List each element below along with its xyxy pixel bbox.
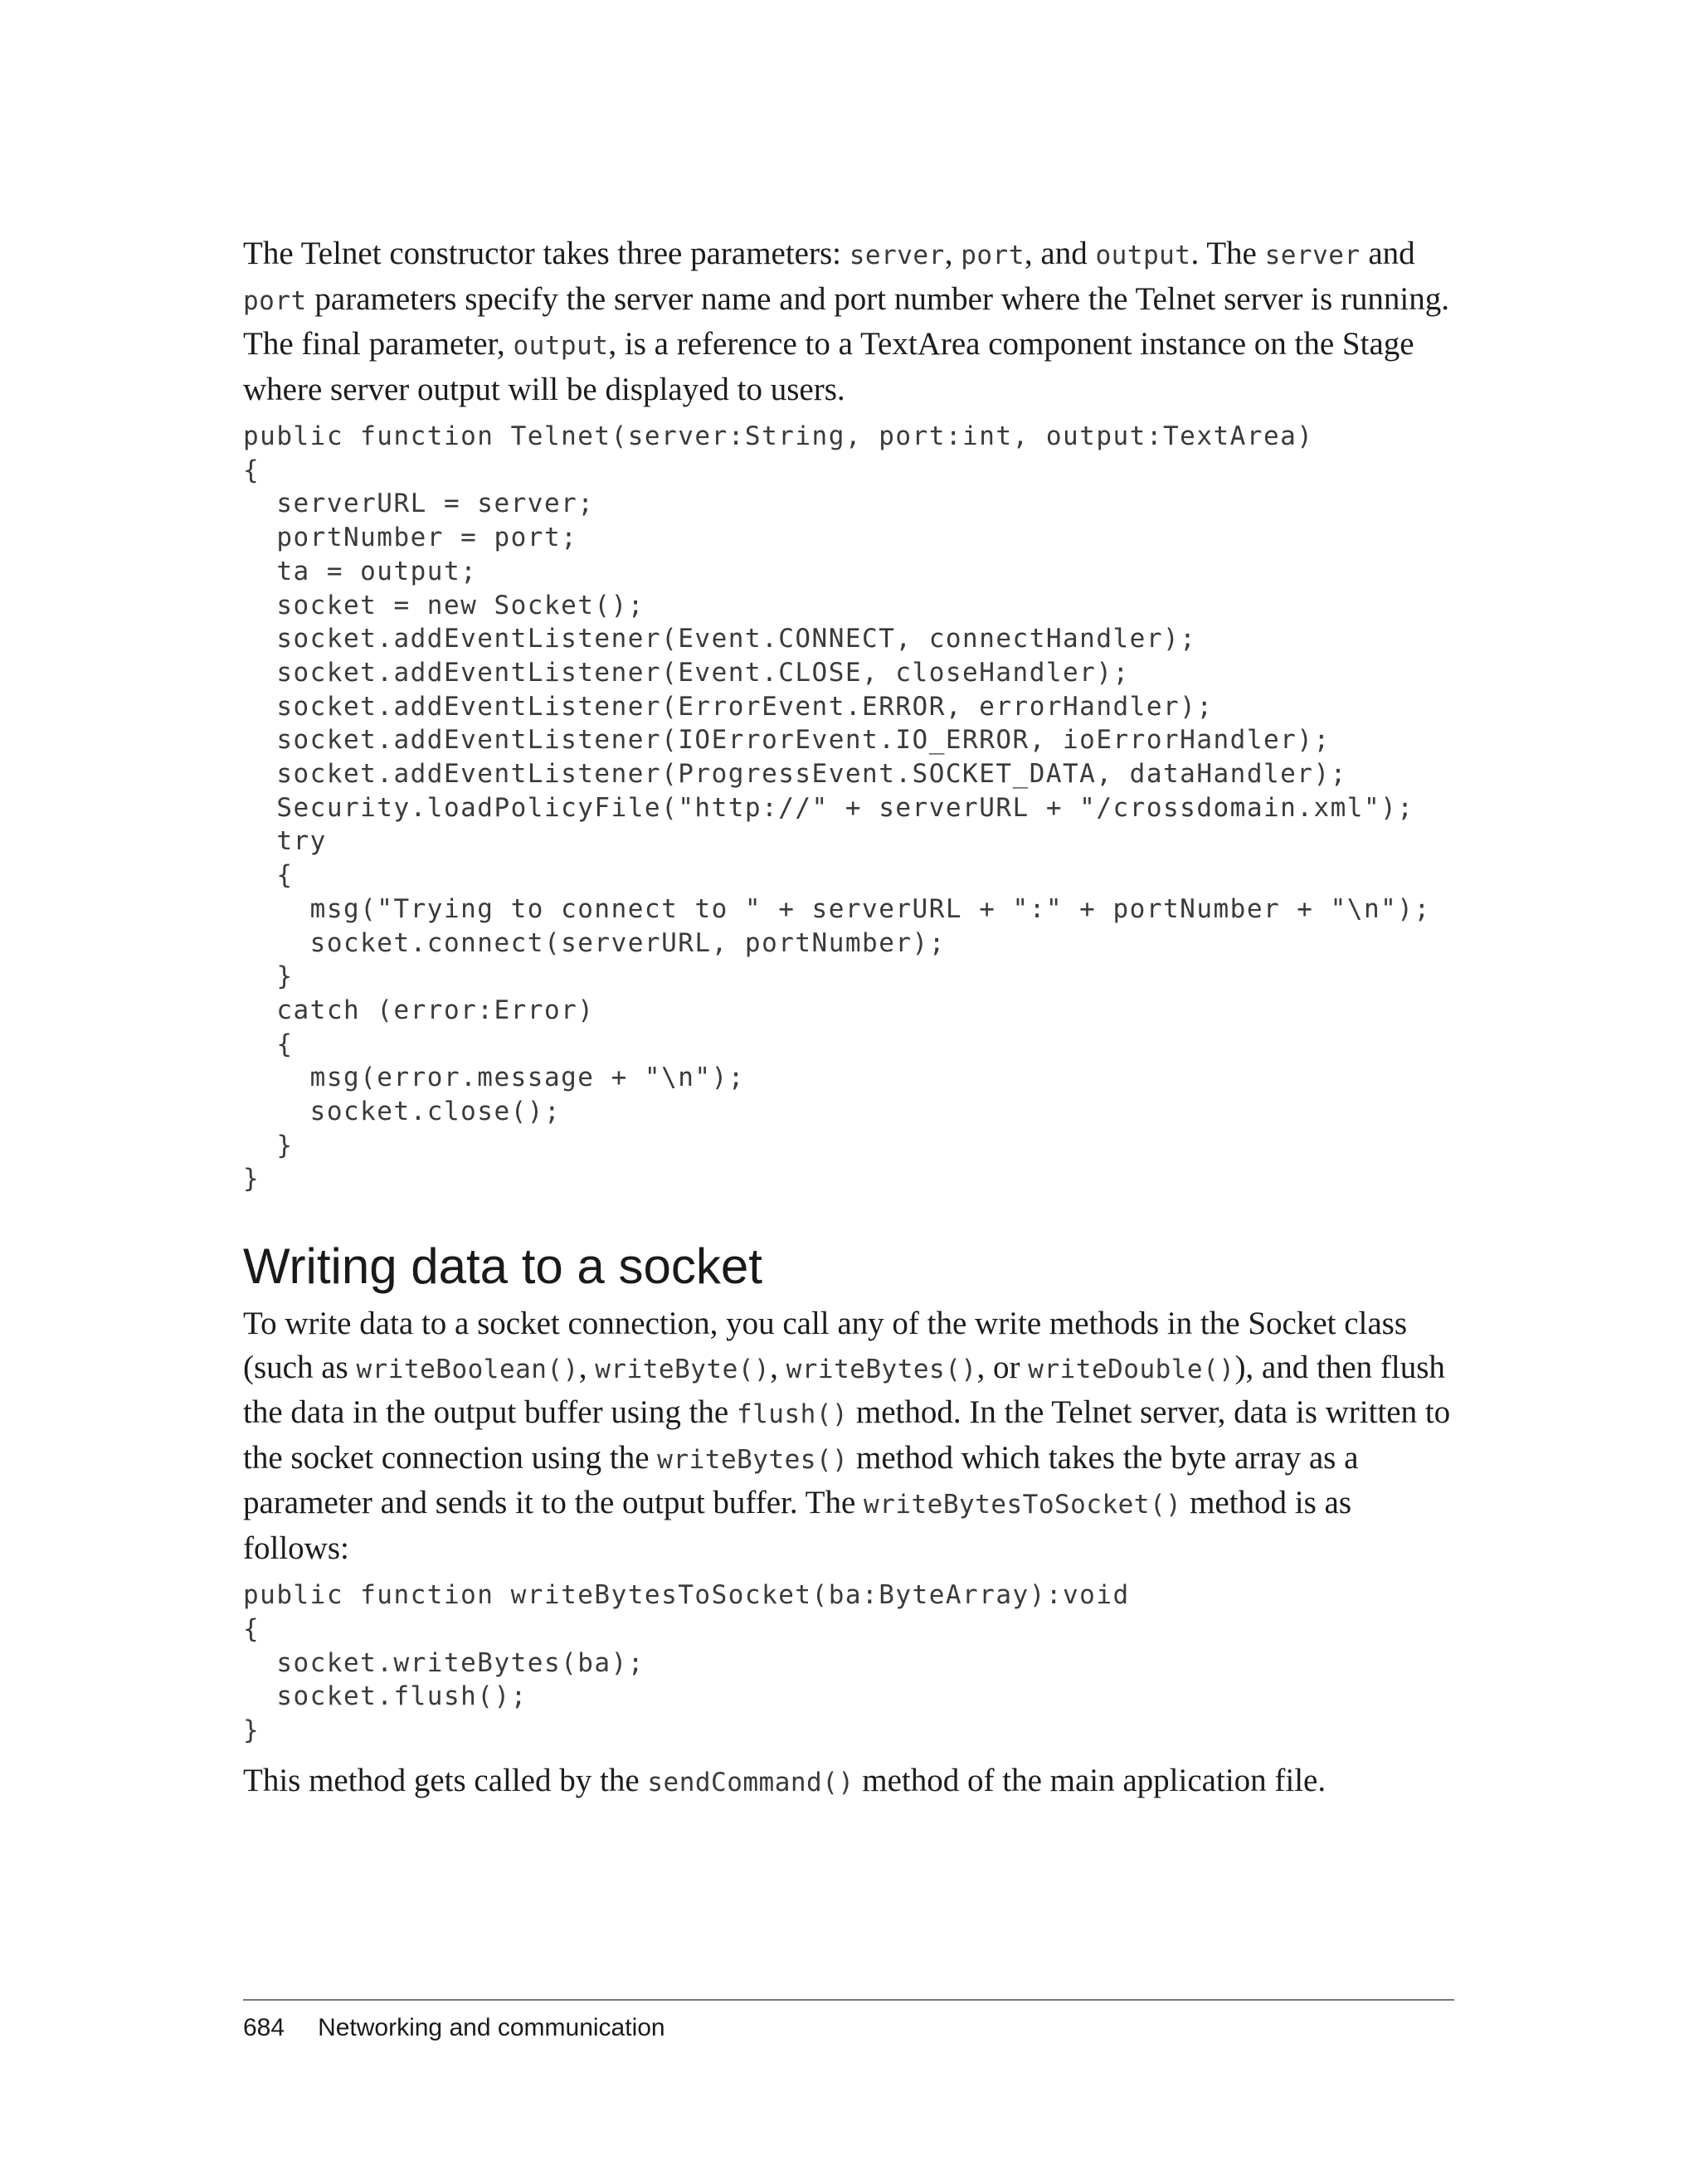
code-block-telnet-constructor: public function Telnet(server:String, port:int, output:TextArea) { serverURL = server; portNumber = port; ta = output; socket = new Socket(); socket.addEventListener(Event.CONNECT, connectHandler); socket.addEventListener(Event.CLOSE, closeHandler); socket.addEventListener(ErrorEvent.ERROR, errorHandler); socket.addEventListener(IOErrorEvent.IO_ERROR, ioErrorHandler); socket.addEventListener(ProgressEvent.SOCKET_DATA, dataHandler); Security.loadPolicyFile("http://" + serverURL + "/crossdomain.xml"); try { msg("Trying to connect to " + serverURL + ":" + portNumber + "\n"); socket.connect(serverURL, portNumber); } catch (error:Error) { msg(error.message + "\n"); socket.close(); } } (243, 421, 1431, 1194)
code-block-write-bytes: public function writeBytesToSocket(ba:ByteArray):void { socket.writeBytes(ba); socket.flush(); } (243, 1580, 1130, 1745)
paragraph-telnet-constructor (243, 232, 1454, 411)
paragraph-text: method which takes the byte array as a parameter and sends it to the output buffer. The (243, 1439, 1359, 1521)
footer-divider (243, 1999, 1454, 2001)
chapter-title: Networking and communication (318, 2014, 665, 2041)
paragraph-text: , or (976, 1349, 1029, 1385)
inline-code: port (961, 241, 1025, 270)
paragraph-text: , and (1024, 236, 1096, 271)
inline-code: output (1095, 241, 1191, 270)
paragraph-text: method of the main application file. (854, 1762, 1327, 1798)
paragraph-text: . The (1190, 236, 1265, 271)
inline-code: server (1264, 241, 1361, 270)
inline-code: writeBoolean() (356, 1354, 579, 1384)
inline-code: writeByte() (595, 1354, 771, 1384)
paragraph-text: To write data to a socket connection, you call any of the write methods in the Socket class (such as (243, 1306, 1408, 1385)
paragraph-text: , is a reference to a TextArea component instance on the Stage where server output will be displayed to users. (243, 326, 1414, 407)
paragraph-text: , (770, 1349, 786, 1385)
inline-code: writeBytes() (657, 1444, 849, 1475)
inline-code: port (243, 285, 307, 316)
paragraph-text: method is as follows: (243, 1485, 1352, 1566)
page-number: 684 (243, 2014, 285, 2041)
inline-code: writeBytes() (786, 1354, 977, 1384)
paragraph-text: The Telnet constructor takes three parameters: (243, 236, 850, 271)
inline-code: writeDouble() (1028, 1354, 1235, 1384)
paragraph-text: ), and then flush the data in the output buffer using the (243, 1349, 1445, 1431)
section-heading: Writing data to a socket (243, 1238, 762, 1295)
paragraph-text: and (1360, 236, 1415, 271)
inline-code: output (513, 331, 609, 361)
paragraph-text: , (944, 236, 961, 271)
paragraph-send-command (243, 1759, 1454, 1805)
inline-code: writeBytesToSocket() (864, 1490, 1182, 1520)
paragraph-text: This method gets called by the (243, 1762, 648, 1798)
inline-code: sendCommand() (647, 1767, 854, 1797)
paragraph-text: parameters specify the server name and port number where the Telnet server is running. The final parameter, (243, 280, 1449, 362)
paragraph-writing-data (243, 1302, 1454, 1570)
inline-code: server (849, 241, 945, 270)
page-content (243, 232, 1454, 1804)
inline-code: flush() (736, 1399, 849, 1430)
paragraph-text: , (578, 1349, 596, 1385)
page-footer (243, 2014, 665, 2042)
paragraph-text: method. In the Telnet server, data is written to the socket connection using the (243, 1394, 1451, 1476)
